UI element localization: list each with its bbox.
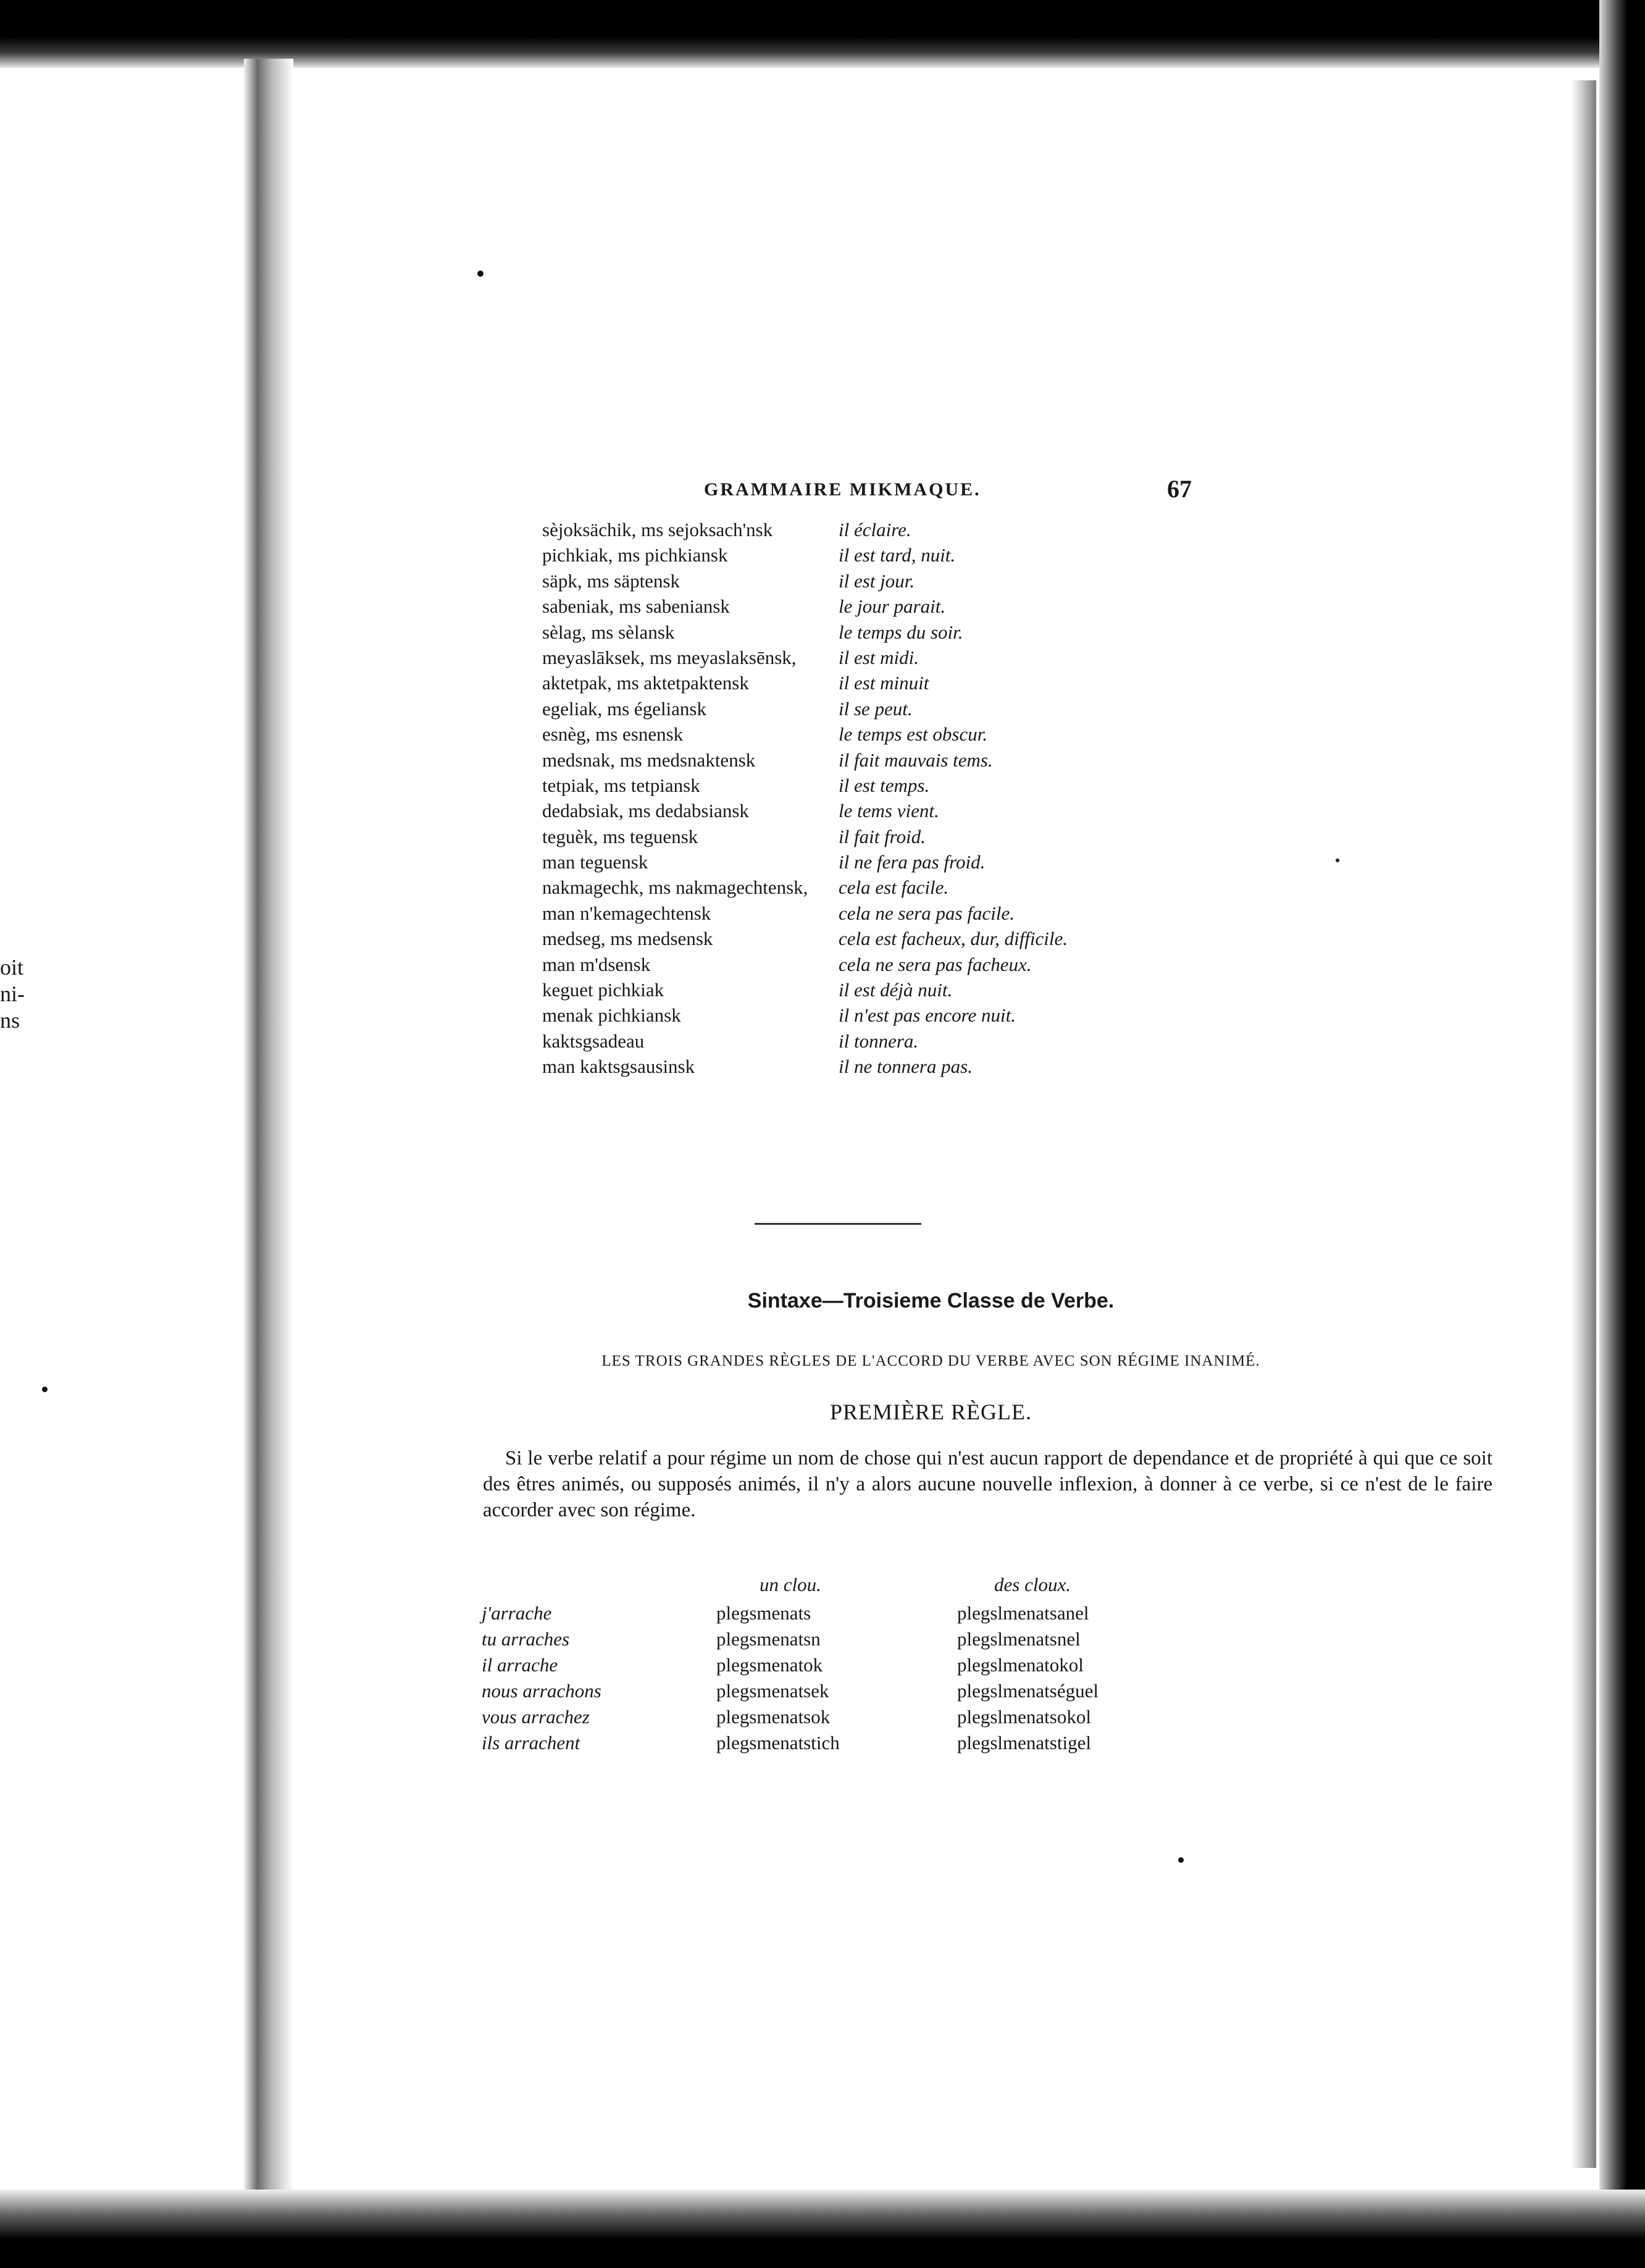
- plural-form: plegslmenatokol: [957, 1654, 1084, 1676]
- conjugation-table: [482, 1602, 1470, 1758]
- french-translation: il est midi.: [839, 646, 919, 668]
- plural-form: plegslmenatstigel: [957, 1732, 1091, 1754]
- mikmaq-term: dedabsiak, ms dedabsiansk: [542, 800, 749, 822]
- vocabulary-row: [542, 1056, 1160, 1081]
- vocabulary-row: [542, 723, 1160, 749]
- vocabulary-row: [542, 979, 1160, 1004]
- mikmaq-term: pichkiak, ms pichkiansk: [542, 544, 728, 566]
- french-translation: le temps est obscur.: [839, 723, 988, 746]
- mikmaq-term: keguet pichkiak: [542, 979, 664, 1001]
- scan-bottom-edge: [0, 2190, 1645, 2268]
- french-translation: il n'est pas encore nuit.: [839, 1004, 1016, 1027]
- vocabulary-row: [542, 826, 1160, 851]
- scan-right-edge: [1599, 0, 1645, 2268]
- mikmaq-term: tetpiak, ms tetpiansk: [542, 774, 700, 796]
- french-translation: cela ne sera pas facile.: [839, 902, 1015, 924]
- vocabulary-row: [542, 928, 1160, 953]
- vocabulary-row: [542, 800, 1160, 825]
- vocabulary-row: [542, 775, 1160, 800]
- scan-top-edge: [0, 0, 1645, 68]
- conjugation-row: [482, 1628, 1470, 1654]
- plural-form: plegslmenatsnel: [957, 1628, 1081, 1650]
- mikmaq-term: sèlag, ms sèlansk: [542, 621, 675, 643]
- french-translation: cela est facheux, dur, difficile.: [839, 928, 1068, 950]
- fragment-line: ni-: [0, 981, 25, 1006]
- page-right-edge: [1572, 80, 1596, 2168]
- left-page-fragment: [0, 954, 37, 1034]
- vocabulary-row: [542, 519, 1160, 544]
- french-translation: il est temps.: [839, 774, 930, 796]
- french-translation: il est tard, nuit.: [839, 544, 956, 566]
- mikmaq-term: teguèk, ms teguensk: [542, 825, 698, 847]
- singular-form: plegsmenats: [716, 1602, 811, 1624]
- mikmaq-term: meyaslāksek, ms meyaslaksēnsk,: [542, 646, 797, 668]
- french-form: vous arrachez: [482, 1706, 590, 1728]
- french-translation: il tonnera.: [839, 1030, 919, 1052]
- mikmaq-term: medsnak, ms medsnaktensk: [542, 749, 756, 771]
- vocabulary-row: [542, 621, 1160, 647]
- scan-speck: [42, 1387, 48, 1392]
- vocabulary-row: [542, 544, 1160, 569]
- singular-form: plegsmenatsok: [716, 1706, 831, 1728]
- conjugation-row: [482, 1706, 1470, 1732]
- vocabulary-row: [542, 876, 1160, 902]
- vocabulary-row: [542, 954, 1160, 979]
- page-number: 67: [1167, 475, 1192, 503]
- french-translation: cela ne sera pas facheux.: [839, 953, 1032, 975]
- mikmaq-term: kaktsgsadeau: [542, 1030, 645, 1052]
- mikmaq-term: man teguensk: [542, 851, 648, 873]
- french-translation: le tems vient.: [839, 800, 939, 822]
- book-page: [290, 62, 1572, 2186]
- conjugation-row: [482, 1732, 1470, 1758]
- mikmaq-term: sabeniak, ms sabeniansk: [542, 595, 730, 618]
- book-gutter: [244, 59, 293, 2208]
- mikmaq-term: man kaktsgsausinsk: [542, 1056, 695, 1078]
- conjugation-head-plural: des cloux.: [994, 1574, 1071, 1595]
- singular-form: plegsmenatstich: [716, 1732, 840, 1754]
- mikmaq-term: man m'dsensk: [542, 953, 651, 975]
- conjugation-row: [482, 1602, 1470, 1628]
- mikmaq-term: egeliak, ms égeliansk: [542, 697, 706, 720]
- french-translation: il est déjà nuit.: [839, 979, 953, 1001]
- french-translation: le jour parait.: [839, 595, 946, 618]
- rule-paragraph: Si le verbe relatif a pour régime un nom de chose qui n'est aucun rapport de dependance et de propriété à qui que ce soit des êtres animés, ou supposés animés, il n'y a alors aucune nouvelle inflexion, à donner à ce verbe, si ce n'est de le faire accorder avec son régime.: [483, 1447, 1492, 1521]
- french-translation: il ne fera pas froid.: [839, 851, 986, 873]
- section-subtitle: LES TROIS GRANDES RÈGLES DE L'ACCORD DU VERBE AVEC SON RÉGIME INANIMÉ.: [601, 1353, 1260, 1369]
- vocabulary-row: [542, 672, 1160, 697]
- mikmaq-term: menak pichkiansk: [542, 1004, 681, 1027]
- mikmaq-term: sèjoksächik, ms sejoksach'nsk: [542, 519, 773, 540]
- vocabulary-row: [542, 851, 1160, 876]
- section-divider: [755, 1223, 921, 1225]
- rule-heading: PREMIÈRE RÈGLE.: [830, 1400, 1032, 1424]
- mikmaq-term: aktetpak, ms aktetpaktensk: [542, 672, 749, 694]
- vocabulary-row: [542, 1004, 1160, 1030]
- vocabulary-row: [542, 570, 1160, 595]
- french-translation: il se peut.: [839, 697, 913, 720]
- mikmaq-term: nakmagechk, ms nakmagechtensk,: [542, 876, 808, 899]
- mikmaq-term: säpk, ms säptensk: [542, 569, 680, 592]
- french-translation: il fait mauvais tems.: [839, 749, 993, 771]
- singular-form: plegsmenatsek: [716, 1680, 829, 1702]
- french-form: il arrache: [482, 1654, 558, 1676]
- running-head-title: GRAMMAIRE MIKMAQUE.: [704, 479, 981, 500]
- fragment-line: oit: [0, 955, 24, 980]
- french-translation: le temps du soir.: [839, 621, 963, 643]
- plural-form: plegslmenatséguel: [957, 1680, 1099, 1702]
- vocabulary-row: [542, 1030, 1160, 1056]
- plural-form: plegslmenatsokol: [957, 1706, 1091, 1728]
- french-form: tu arraches: [482, 1628, 570, 1650]
- french-form: nous arrachons: [482, 1680, 601, 1702]
- vocabulary-row: [542, 595, 1160, 621]
- french-translation: il est jour.: [839, 569, 915, 592]
- vocabulary-row: [542, 698, 1160, 723]
- vocabulary-list: [542, 519, 1160, 1082]
- vocabulary-row: [542, 749, 1160, 775]
- french-translation: il fait froid.: [839, 825, 926, 847]
- running-head: [290, 474, 1204, 511]
- conjugation-row: [482, 1680, 1470, 1706]
- french-translation: cela est facile.: [839, 876, 949, 899]
- french-translation: il éclaire.: [839, 519, 911, 540]
- singular-form: plegsmenatsn: [716, 1628, 821, 1650]
- mikmaq-term: medseg, ms medsensk: [542, 928, 713, 950]
- vocabulary-row: [542, 647, 1160, 672]
- singular-form: plegsmenatok: [716, 1654, 823, 1676]
- conjugation-head-singular: un clou.: [760, 1574, 821, 1595]
- french-form: j'arrache: [482, 1602, 552, 1624]
- french-translation: il ne tonnera pas.: [839, 1056, 973, 1078]
- section-title: Sintaxe—Troisieme Classe de Verbe.: [747, 1289, 1115, 1312]
- vocabulary-row: [542, 902, 1160, 928]
- french-form: ils arrachent: [482, 1732, 580, 1754]
- french-translation: il est minuit: [839, 672, 929, 694]
- mikmaq-term: esnèg, ms esnensk: [542, 723, 684, 746]
- fragment-line: ns: [0, 1008, 20, 1033]
- plural-form: plegslmenatsanel: [957, 1602, 1089, 1624]
- conjugation-row: [482, 1654, 1470, 1680]
- mikmaq-term: man n'kemagechtensk: [542, 902, 711, 924]
